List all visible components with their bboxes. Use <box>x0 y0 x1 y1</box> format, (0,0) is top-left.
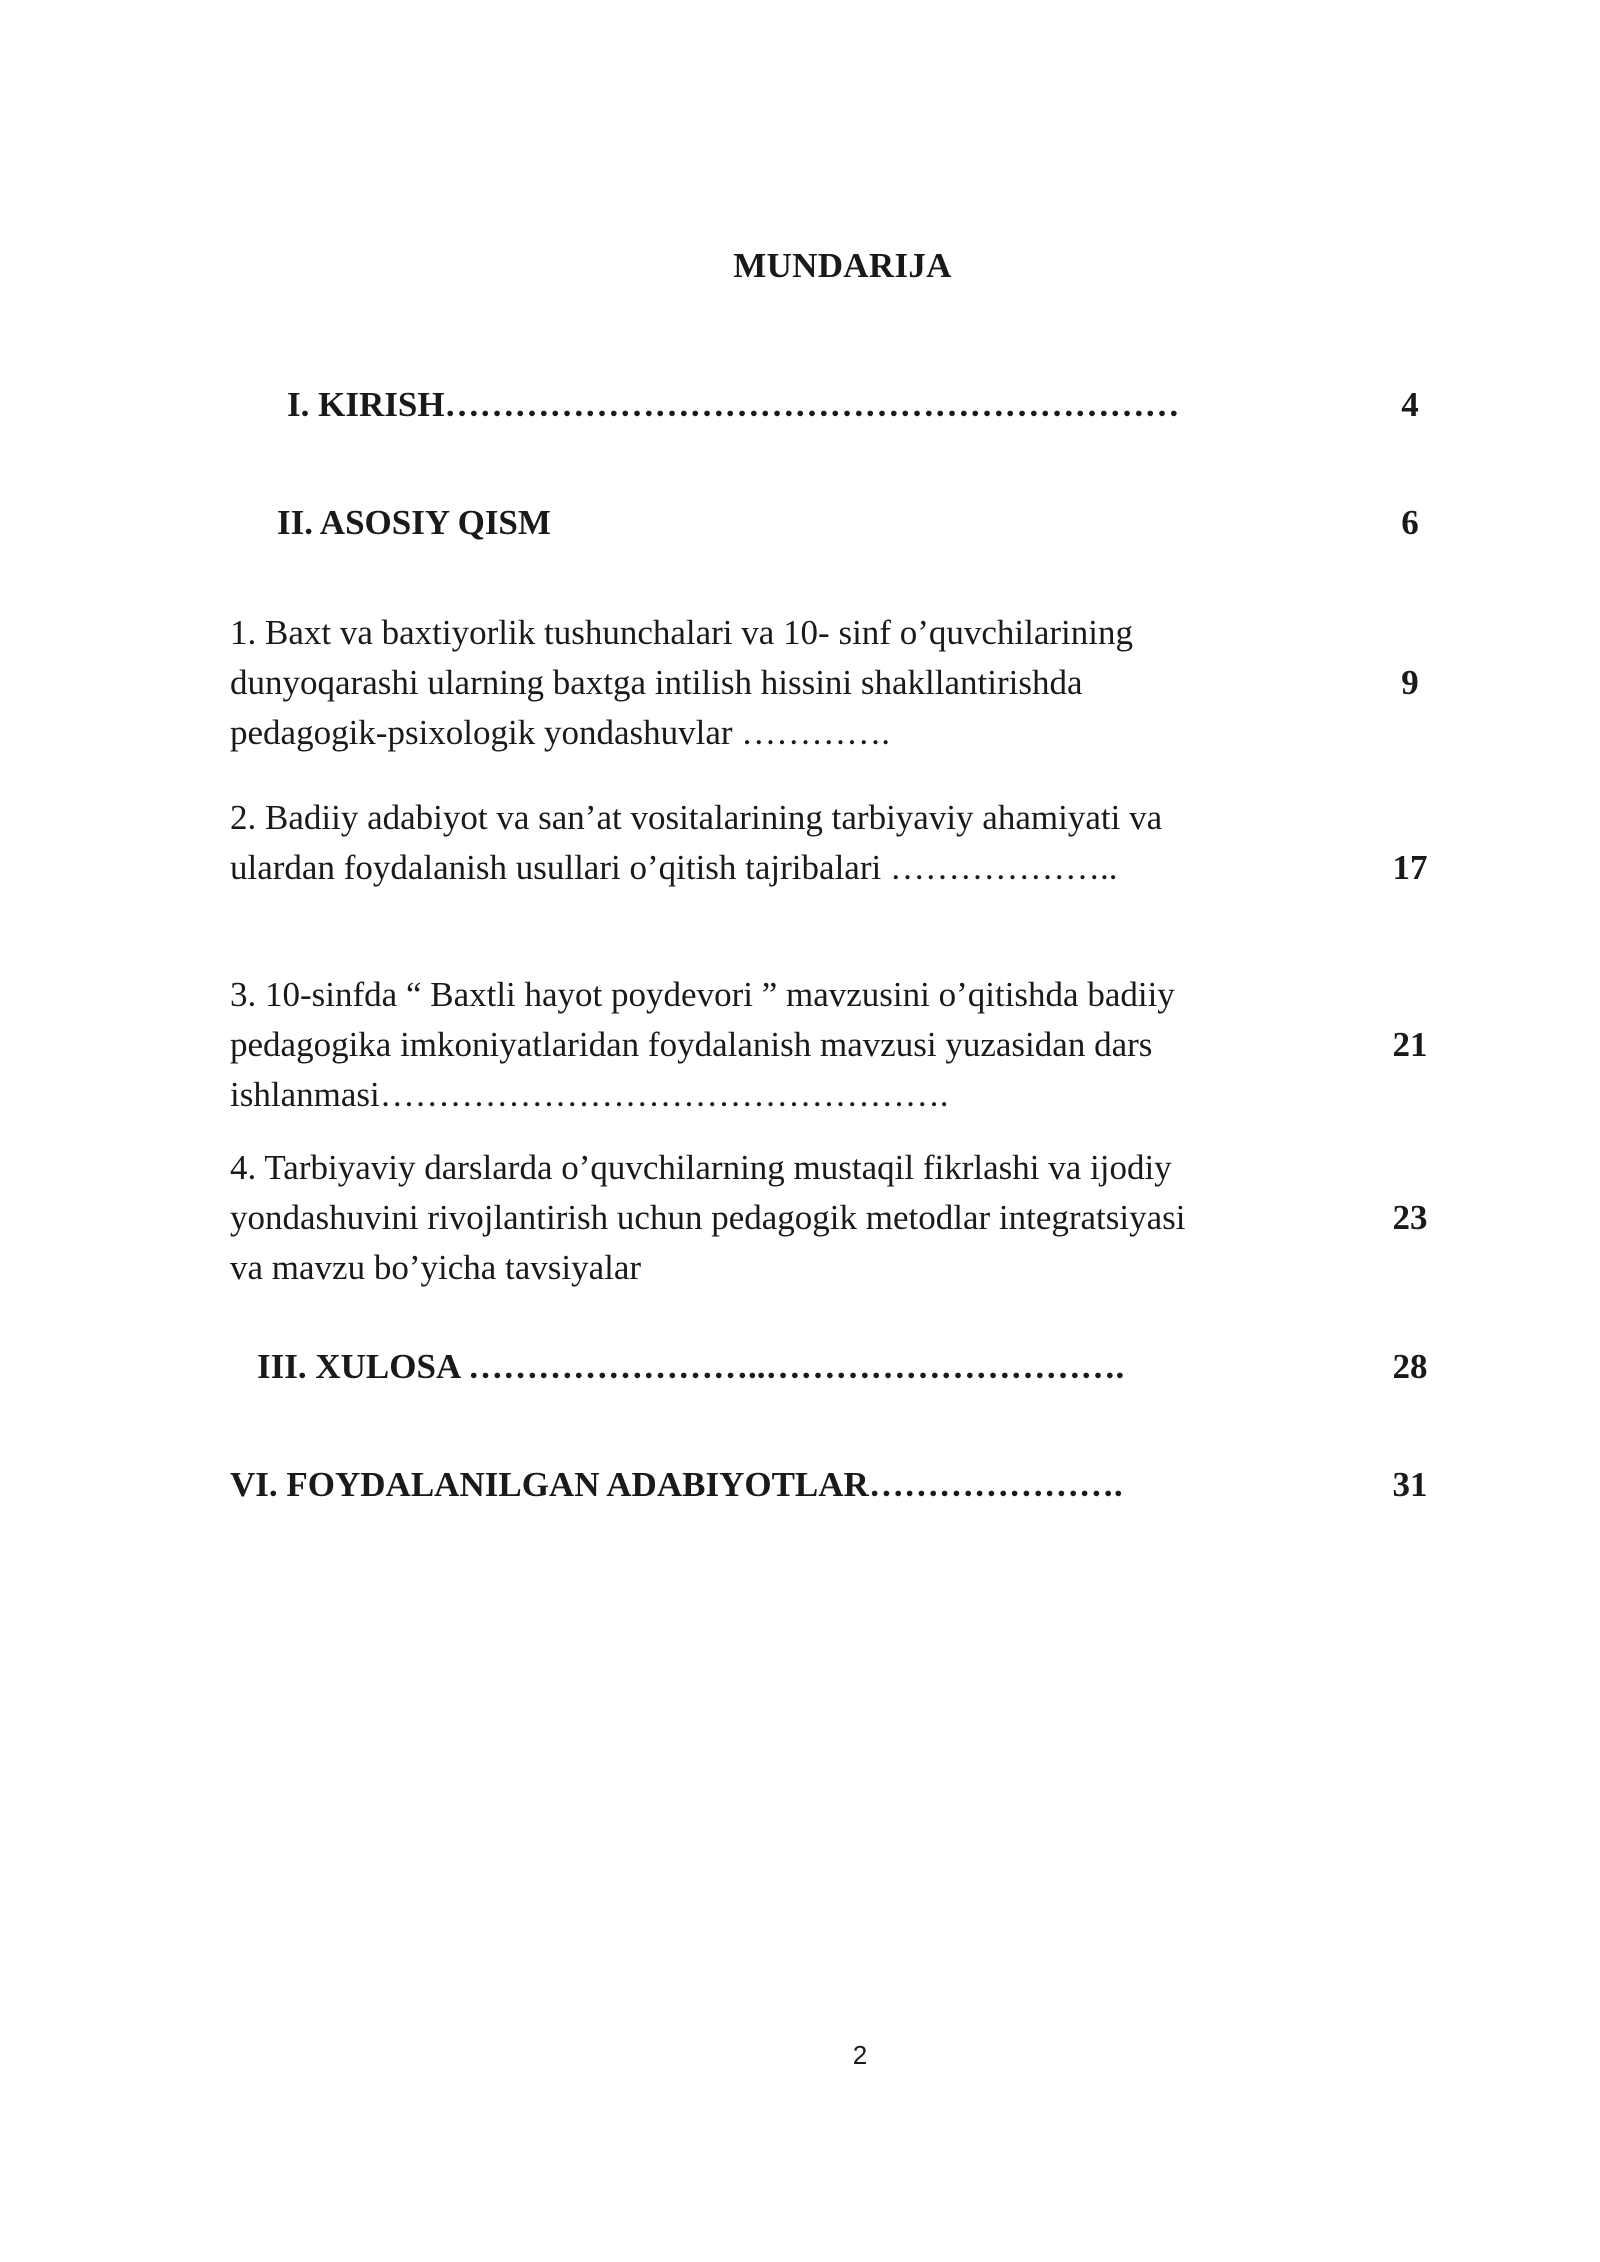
toc-entry-line: yondashuvini rivojlantirish uchun pedagogik metodlar integratsiyasi <box>230 1198 1186 1237</box>
toc-page-number: 6 <box>1401 503 1419 542</box>
toc-page-number: 21 <box>1392 1025 1428 1064</box>
toc-entry-line: ishlanmasi…………………………………………. <box>230 1075 949 1114</box>
document-title: MUNDARIJA <box>733 246 952 285</box>
toc-entry-line: va mavzu bo’yicha tavsiyalar <box>230 1248 642 1287</box>
toc-entry-label: VI. FOYDALANILGAN ADABIYOTLAR…………………. <box>230 1465 1123 1504</box>
toc-entry-line: 1. Baxt va baxtiyorlik tushunchalari va 10- sinf o’quvchilarining <box>230 613 1133 652</box>
toc-entry-line: 2. Badiiy adabiyot va san’at vositalarining tarbiyaviy ahamiyati va <box>230 798 1163 837</box>
toc-page-number: 31 <box>1392 1465 1428 1504</box>
toc-entry-line: 4. Tarbiyaviy darslarda o’quvchilarning mustaqil fikrlashi va ijodiy <box>230 1148 1172 1187</box>
toc-entry-line: 3. 10-sinfda “ Baxtli hayot poydevori ” mavzusini o’qitishda badiiy <box>230 975 1175 1014</box>
toc-entry-line: pedagogik-psixologik yondashuvlar …………. <box>230 713 891 752</box>
toc-page-number: 4 <box>1401 385 1419 424</box>
page-number: 2 <box>852 2040 868 2070</box>
toc-entry-line: dunyoqarashi ularning baxtga intilish hissini shakllantirishda <box>230 663 1083 702</box>
toc-entry-label <box>230 608 1133 758</box>
toc-entry-line: ulardan foydalanish usullari o’qitish tajribalari ……………….. <box>230 848 1118 887</box>
toc-entry-label <box>230 1143 1186 1293</box>
toc-entry-label: II. ASOSIY QISM <box>277 503 551 542</box>
toc-entry-label <box>230 970 1175 1120</box>
toc-page-number: 23 <box>1392 1198 1428 1237</box>
toc-entry-label: I. KIRISH……………………………………………………… <box>287 385 1180 424</box>
toc-page-number: 9 <box>1401 663 1419 702</box>
toc-entry-label <box>230 793 1162 893</box>
toc-entry-label: III. XULOSA ……………………..…………………………. <box>257 1347 1125 1386</box>
toc-page-number: 28 <box>1392 1347 1428 1386</box>
toc-page-number: 17 <box>1392 848 1428 887</box>
toc-entry-line: pedagogika imkoniyatlaridan foydalanish mavzusi yuzasidan dars <box>230 1025 1153 1064</box>
